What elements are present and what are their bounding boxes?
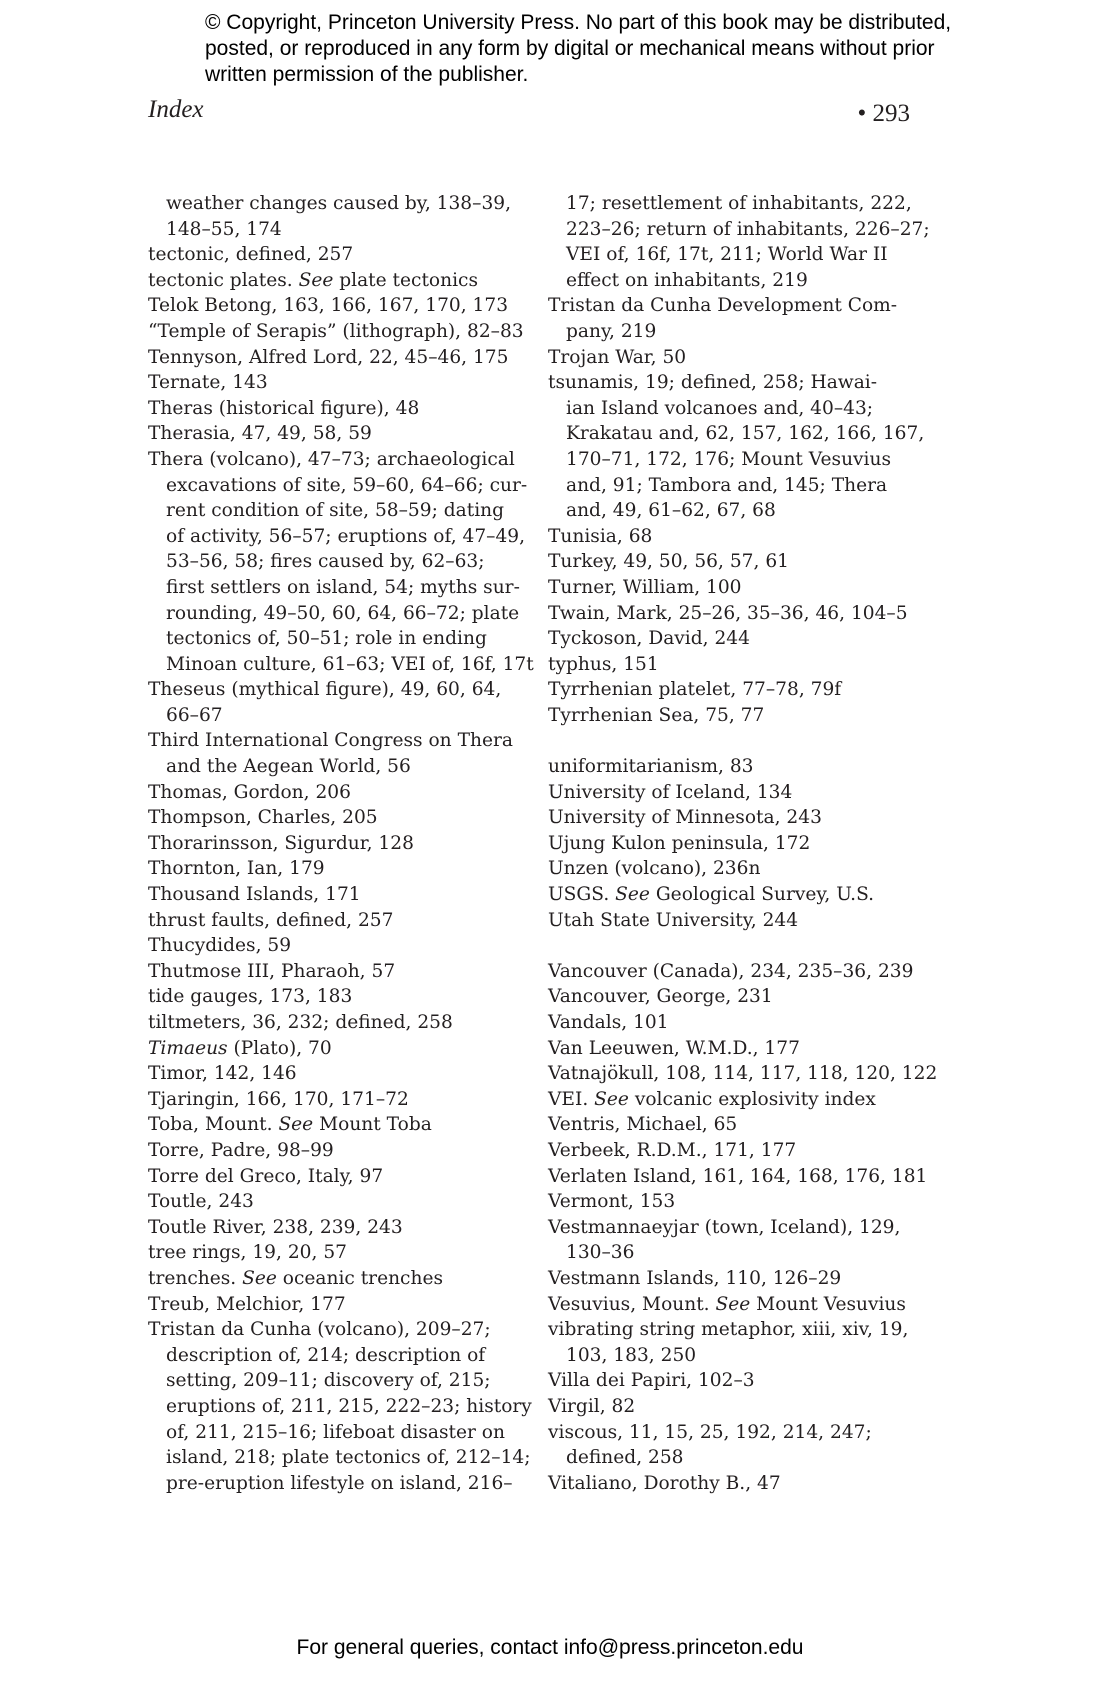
index-column-right <box>548 191 938 1496</box>
index-entry-line: Thucydides, 59 <box>148 935 292 957</box>
index-subentry-line: 53–56, 58; fires caused by, 62–63; <box>166 551 485 573</box>
index-entry-line: Tjaringin, 166, 170, 171–72 <box>148 1088 409 1110</box>
index-entry-line: Toutle, 243 <box>148 1191 254 1213</box>
index-subentry-line: tectonics of, 50–51; role in ending <box>166 628 487 650</box>
index-entry-line: Theras (historical figure), 48 <box>148 397 420 419</box>
cross-reference-see: See <box>715 1293 751 1315</box>
index-entry-line: tide gauges, 173, 183 <box>148 986 353 1008</box>
index-entry-text: plate tectonics <box>333 269 478 291</box>
index-entry-line: Torre del Greco, Italy, 97 <box>148 1165 384 1187</box>
index-entry-line: Third International Congress on Thera <box>148 730 513 752</box>
index-entry-line: Telok Betong, 163, 166, 167, 170, 173 <box>148 295 509 317</box>
index-subentry-line: Krakatau and, 62, 157, 162, 166, 167, <box>566 423 925 445</box>
index-subentry-line: VEI of, 16f, 17t, 211; World War II <box>566 244 888 266</box>
index-subentry-line: rent condition of site, 58–59; dating <box>166 500 505 522</box>
footer-contact: For general queries, contact info@press.princeton.edu <box>296 1636 804 1659</box>
index-subentry-line: pre-eruption lifestyle on island, 216– <box>166 1472 513 1494</box>
index-entry-line: Turkey, 49, 50, 56, 57, 61 <box>548 551 789 573</box>
index-entry-line <box>548 882 923 908</box>
cross-reference-see: See <box>242 1267 277 1289</box>
index-entry-text: USGS. <box>548 884 616 906</box>
index-subentry-line: 170–71, 172, 176; Mount Vesuvius <box>566 448 892 470</box>
index-entry-line: vibrating string metaphor, xiii, xiv, 19, <box>548 1319 909 1341</box>
index-entry-line: Vancouver (Canada), 234, 235–36, 239 <box>548 960 914 982</box>
index-entry-line: Tyrrhenian platelet, 77–78, 79f <box>548 679 842 701</box>
index-entry-line: Van Leeuwen, W.M.D., 177 <box>548 1037 800 1059</box>
index-subentry-line: defined, 258 <box>566 1447 684 1469</box>
index-subentry-line: 223–26; return of inhabitants, 226–27; <box>566 218 930 240</box>
index-entry-line: Theseus (mythical figure), 49, 60, 64, <box>148 679 502 701</box>
index-entry-line: “Temple of Serapis” (lithograph), 82–83 <box>148 320 524 342</box>
index-entry-line: Ujung Kulon peninsula, 172 <box>548 832 811 854</box>
index-subentry-line: ian Island volcanoes and, 40–43; <box>566 397 874 419</box>
index-entry-line: Thomas, Gordon, 206 <box>148 781 351 803</box>
cross-reference-see: See <box>278 1114 314 1136</box>
index-subentry-line: effect on inhabitants, 219 <box>566 269 808 291</box>
index-entry-text: oceanic trenches <box>276 1267 443 1289</box>
index-entry-text: (Plato), 70 <box>227 1037 332 1059</box>
index-subentry-line: eruptions of, 211, 215, 222–23; history <box>166 1395 532 1417</box>
index-entry-line: Vermont, 153 <box>548 1191 676 1213</box>
index-entry-line <box>548 1292 923 1318</box>
index-entry-line: Tennyson, Alfred Lord, 22, 45–46, 175 <box>148 346 509 368</box>
index-entry-text: Mount Vesuvius <box>750 1293 906 1315</box>
index-entry-line: Tyckoson, David, 244 <box>548 628 750 650</box>
index-entry-line: Vestmann Islands, 110, 126–29 <box>548 1267 842 1289</box>
cross-reference-see: Timaeus <box>148 1037 228 1059</box>
index-entry-line: Villa dei Papiri, 102–3 <box>548 1370 755 1392</box>
index-entry-line: Utah State University, 244 <box>548 909 799 931</box>
index-entry-line: Vatnajökull, 108, 114, 117, 118, 120, 122 <box>548 1063 938 1085</box>
index-entry-line: Timor, 142, 146 <box>148 1063 297 1085</box>
index-entry-line: Vestmannaeyjar (town, Iceland), 129, <box>548 1216 901 1238</box>
index-entry-line: Tyrrhenian Sea, 75, 77 <box>548 704 765 726</box>
index-entry-text: tectonic plates. <box>148 269 299 291</box>
index-entry-text: Mount Toba <box>313 1114 432 1136</box>
index-subentry-line: Minoan culture, 61–63; VEI of, 16f, 17t <box>166 653 534 675</box>
index-entry-line: Thompson, Charles, 205 <box>148 807 378 829</box>
index-entry-line: University of Minnesota, 243 <box>548 807 822 829</box>
index-entry-line <box>148 1266 523 1292</box>
index-entry-line: Toutle River, 238, 239, 243 <box>148 1216 403 1238</box>
index-entry-line <box>148 1036 523 1062</box>
index-subentry-line: rounding, 49–50, 60, 64, 66–72; plate <box>166 602 520 624</box>
index-entry-line: uniformitarianism, 83 <box>548 756 754 778</box>
index-entry-line: Verbeek, R.D.M., 171, 177 <box>548 1139 797 1161</box>
index-subentry-line: 17; resettlement of inhabitants, 222, <box>566 193 912 214</box>
index-entry-line: Vitaliano, Dorothy B., 47 <box>548 1472 781 1494</box>
index-entry-line: Therasia, 47, 49, 58, 59 <box>148 423 372 445</box>
index-entry-line: Verlaten Island, 161, 164, 168, 176, 181 <box>548 1165 928 1187</box>
index-subentry-line: excavations of site, 59–60, 64–66; cur- <box>166 474 528 496</box>
index-subentry-line: first settlers on island, 54; myths sur- <box>166 576 520 598</box>
index-entry-line <box>148 268 523 294</box>
index-entry-text: Geological Survey, U.S. <box>649 884 875 906</box>
index-subentry-line: 103, 183, 250 <box>566 1344 697 1366</box>
cross-reference-see: See <box>594 1088 629 1110</box>
index-subentry-line: setting, 209–11; discovery of, 215; <box>166 1370 491 1392</box>
index-entry-line: Ternate, 143 <box>148 372 268 394</box>
index-entry-line: Virgil, 82 <box>548 1395 636 1417</box>
index-entry-text: volcanic explosivity index <box>628 1088 876 1110</box>
index-entry-line: Tristan da Cunha (volcano), 209–27; <box>148 1319 491 1341</box>
index-subentry-line: and, 91; Tambora and, 145; Thera <box>566 474 888 496</box>
index-entry-line: Vandals, 101 <box>548 1012 669 1033</box>
index-section-gap <box>548 728 923 754</box>
index-subentry-line: island, 218; plate tectonics of, 212–14; <box>166 1447 531 1469</box>
index-entry-line: Torre, Padre, 98–99 <box>148 1139 334 1161</box>
index-entry-line: University of Iceland, 134 <box>548 781 793 803</box>
cross-reference-see: See <box>615 884 650 906</box>
index-entry-line <box>548 1087 923 1113</box>
index-entry-line: Thutmose III, Pharaoh, 57 <box>148 960 396 982</box>
index-entry-line: thrust faults, defined, 257 <box>148 909 394 931</box>
index-entry-line: Ventris, Michael, 65 <box>548 1114 738 1136</box>
index-column-left <box>148 191 534 1496</box>
index-entry-line: tectonic, defined, 257 <box>148 244 354 266</box>
index-subentry-line: weather changes caused by, 138–39, <box>166 193 512 214</box>
index-entry-line: Treub, Melchior, 177 <box>148 1293 346 1315</box>
index-entry-line: tsunamis, 19; defined, 258; Hawai- <box>548 372 878 394</box>
index-subentry-line: 66–67 <box>166 704 223 726</box>
index-entry-line: Turner, William, 100 <box>548 576 742 598</box>
index-subentry-line: and, 49, 61–62, 67, 68 <box>566 500 776 522</box>
index-subentry-line: description of, 214; description of <box>166 1344 486 1366</box>
index-entry-line <box>148 1112 523 1138</box>
index-subentry-line: pany, 219 <box>566 320 657 342</box>
index-section-gap <box>548 933 923 959</box>
index-entry-line: viscous, 11, 15, 25, 192, 214, 247; <box>548 1421 872 1443</box>
index-entry-text: trenches. <box>148 1267 243 1289</box>
index-subentry-line: and the Aegean World, 56 <box>166 756 411 778</box>
index-entry-line: tree rings, 19, 20, 57 <box>148 1242 347 1264</box>
index-entry-line: Tristan da Cunha Development Com- <box>548 295 898 317</box>
index-entry-line: Trojan War, 50 <box>548 346 687 368</box>
index-entry-text: Toba, Mount. <box>148 1114 279 1136</box>
cross-reference-see: See <box>298 269 334 291</box>
index-subentry-line: of activity, 56–57; eruptions of, 47–49, <box>166 525 526 547</box>
index-entry-line: Vancouver, George, 231 <box>548 986 773 1008</box>
running-head: Index <box>148 96 204 123</box>
index-entry-line: Thera (volcano), 47–73; archaeological <box>148 448 515 470</box>
index-entry-line: Unzen (volcano), 236n <box>548 858 761 880</box>
index-subentry-line: 130–36 <box>566 1242 635 1264</box>
index-entry-line: Twain, Mark, 25–26, 35–36, 46, 104–5 <box>548 602 908 624</box>
index-entry-line: Thornton, Ian, 179 <box>148 858 325 880</box>
index-entry-line: Tunisia, 68 <box>548 525 653 547</box>
index-entry-line: typhus, 151 <box>548 653 659 675</box>
index-subentry-line: of, 211, 215–16; lifeboat disaster on <box>166 1421 505 1443</box>
index-subentry-line: 148–55, 174 <box>166 218 282 240</box>
index-entry-line: tiltmeters, 36, 232; defined, 258 <box>148 1012 453 1033</box>
copyright-notice: © Copyright, Princeton University Press. No part of this book may be distributed, posted, or reproduced in any form by digital or mechanical means without prior written permission of the publisher. <box>205 11 952 86</box>
index-entry-line: Thousand Islands, 171 <box>148 884 361 906</box>
index-entry-line: Thorarinsson, Sigurdur, 128 <box>148 832 414 854</box>
index-entry-text: Vesuvius, Mount. <box>548 1293 716 1315</box>
index-entry-text: VEI. <box>548 1088 595 1110</box>
page-number: • 293 <box>857 100 910 127</box>
